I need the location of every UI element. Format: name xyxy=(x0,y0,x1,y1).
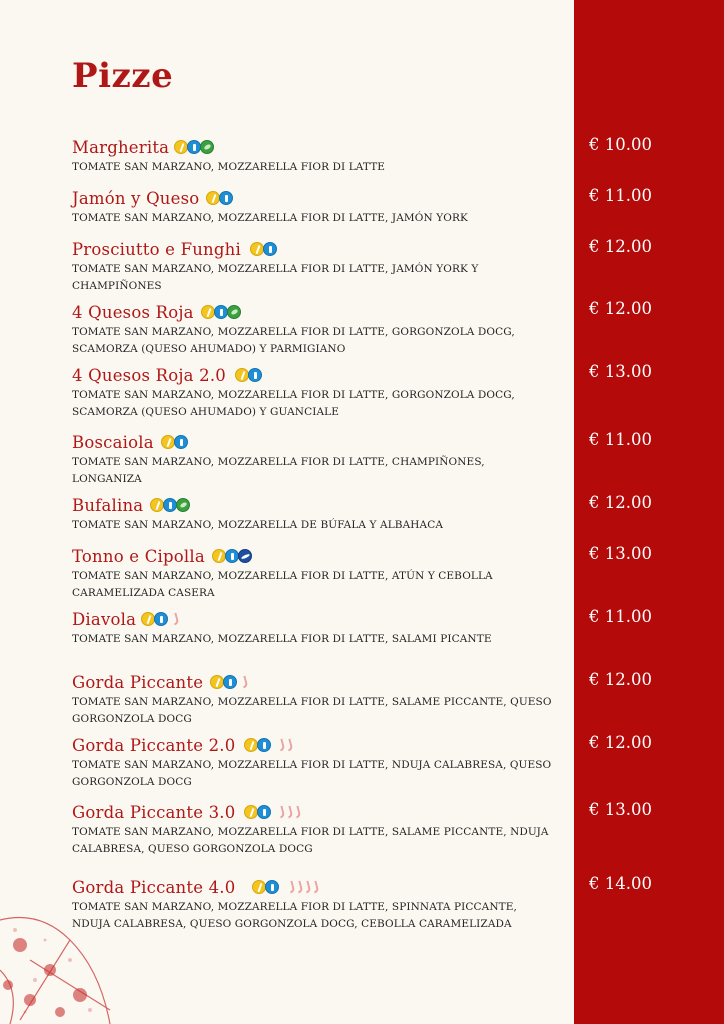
item-description: TOMATE SAN MARZANO, MOZZARELLA FIOR DI LATTE, ATÚN Y CEBOLLA CARAMELIZADA CASERA xyxy=(72,570,493,599)
menu-item xyxy=(72,608,552,648)
lactose-icon xyxy=(163,498,177,512)
menu-item xyxy=(72,136,552,176)
lactose-icon xyxy=(174,435,188,449)
gluten-icon xyxy=(250,242,264,256)
item-description: TOMATE SAN MARZANO, MOZZARELLA FIOR DI LATTE, SALAME PICCANTE, QUESO GORGONZOLA DOCG xyxy=(72,696,552,725)
lactose-icon xyxy=(223,675,237,689)
item-price: € 12.00 xyxy=(589,299,652,318)
item-price: € 12.00 xyxy=(589,733,652,752)
item-price: € 13.00 xyxy=(589,800,652,819)
item-description: TOMATE SAN MARZANO, MOZZARELLA FIOR DI LATTE, SPINNATA PICCANTE, NDUJA CALABRESA, QUESO GORGONZOLA DOCG, CEBOLLA CARAMELIZADA xyxy=(72,901,517,930)
item-price: € 14.00 xyxy=(589,874,652,893)
gluten-icon xyxy=(252,880,266,894)
item-name: Prosciutto e Funghi xyxy=(72,239,241,259)
chili-icon xyxy=(241,676,249,689)
item-name: Gorda Piccante 4.0 xyxy=(72,877,236,897)
vegetarian-icon xyxy=(200,140,214,154)
chili-icon xyxy=(312,881,320,894)
chili-icon xyxy=(286,739,294,752)
gluten-icon xyxy=(235,368,249,382)
lactose-icon xyxy=(214,305,228,319)
menu-item xyxy=(72,734,552,790)
gluten-icon xyxy=(201,305,215,319)
item-name: Jamón y Queso xyxy=(72,188,200,208)
item-name: 4 Quesos Roja xyxy=(72,302,194,322)
item-description: TOMATE SAN MARZANO, MOZZARELLA FIOR DI LATTE, GORGONZOLA DOCG, SCAMORZA (QUESO AHUMADO) Y GUANCIALE xyxy=(72,389,515,418)
menu-item xyxy=(72,494,552,534)
lactose-icon xyxy=(263,242,277,256)
item-description: TOMATE SAN MARZANO, MOZZARELLA FIOR DI LATTE, NDUJA CALABRESA, QUESO GORGONZOLA DOCG xyxy=(72,759,552,788)
item-name: Gorda Piccante 3.0 xyxy=(72,802,236,822)
gluten-icon xyxy=(212,549,226,563)
gluten-icon xyxy=(210,675,224,689)
item-price: € 13.00 xyxy=(589,544,652,563)
item-description: TOMATE SAN MARZANO, MOZZARELLA FIOR DI LATTE, SALAME PICCANTE, NDUJA CALABRESA, QUESO GORGONZOLA DOCG xyxy=(72,826,549,855)
menu-item xyxy=(72,238,552,294)
item-price: € 12.00 xyxy=(589,237,652,256)
gluten-icon xyxy=(206,191,220,205)
item-name: Bufalina xyxy=(72,495,144,515)
item-description: TOMATE SAN MARZANO, MOZZARELLA DE BÚFALA Y ALBAHACA xyxy=(72,519,444,531)
lactose-icon xyxy=(187,140,201,154)
item-description: TOMATE SAN MARZANO, MOZZARELLA FIOR DI LATTE, JAMÓN YORK xyxy=(72,212,468,224)
gluten-icon xyxy=(141,612,155,626)
gluten-icon xyxy=(244,738,258,752)
item-name: Tonno e Cipolla xyxy=(72,546,205,566)
item-price: € 12.00 xyxy=(589,493,652,512)
menu-item xyxy=(72,801,552,857)
item-name: Gorda Piccante 2.0 xyxy=(72,735,236,755)
lactose-icon xyxy=(154,612,168,626)
item-name: Gorda Piccante xyxy=(72,672,204,692)
gluten-icon xyxy=(244,805,258,819)
item-price: € 11.00 xyxy=(589,186,652,205)
item-price: € 10.00 xyxy=(589,135,652,154)
item-name: 4 Quesos Roja 2.0 xyxy=(72,365,226,385)
page-title: Pizze xyxy=(72,56,174,96)
item-description: TOMATE SAN MARZANO, MOZZARELLA FIOR DI LATTE, CHAMPIÑONES, LONGANIZA xyxy=(72,456,485,485)
item-description: TOMATE SAN MARZANO, MOZZARELLA FIOR DI LATTE, JAMÓN YORK Y CHAMPIÑONES xyxy=(72,263,479,292)
fish-icon xyxy=(238,549,252,563)
item-description: TOMATE SAN MARZANO, MOZZARELLA FIOR DI LATTE, SALAMI PICANTE xyxy=(72,633,492,645)
menu-item xyxy=(72,301,552,357)
menu-item xyxy=(72,545,552,601)
menu-item xyxy=(72,671,552,727)
chili-icon xyxy=(172,613,180,626)
menu-item xyxy=(72,364,552,420)
item-name: Diavola xyxy=(72,609,137,629)
item-price: € 12.00 xyxy=(589,670,652,689)
item-price: € 11.00 xyxy=(589,607,652,626)
item-price: € 13.00 xyxy=(589,362,652,381)
gluten-icon xyxy=(150,498,164,512)
menu-item xyxy=(72,876,542,932)
lactose-icon xyxy=(219,191,233,205)
lactose-icon xyxy=(257,738,271,752)
lactose-icon xyxy=(248,368,262,382)
gluten-icon xyxy=(174,140,188,154)
menu-item xyxy=(72,187,552,227)
item-price: € 11.00 xyxy=(589,430,652,449)
lactose-icon xyxy=(265,880,279,894)
gluten-icon xyxy=(161,435,175,449)
vegetarian-icon xyxy=(227,305,241,319)
item-description: TOMATE SAN MARZANO, MOZZARELLA FIOR DI LATTE, GORGONZOLA DOCG, SCAMORZA (QUESO AHUMADO) Y PARMIGIANO xyxy=(72,326,515,355)
item-description: TOMATE SAN MARZANO, MOZZARELLA FIOR DI LATTE xyxy=(72,161,386,173)
menu-item xyxy=(72,431,552,487)
pizza-illustration xyxy=(0,900,120,1024)
lactose-icon xyxy=(225,549,239,563)
lactose-icon xyxy=(257,805,271,819)
chili-icon xyxy=(294,806,302,819)
item-name: Boscaiola xyxy=(72,432,154,452)
vegetarian-icon xyxy=(176,498,190,512)
item-name: Margherita xyxy=(72,137,170,157)
